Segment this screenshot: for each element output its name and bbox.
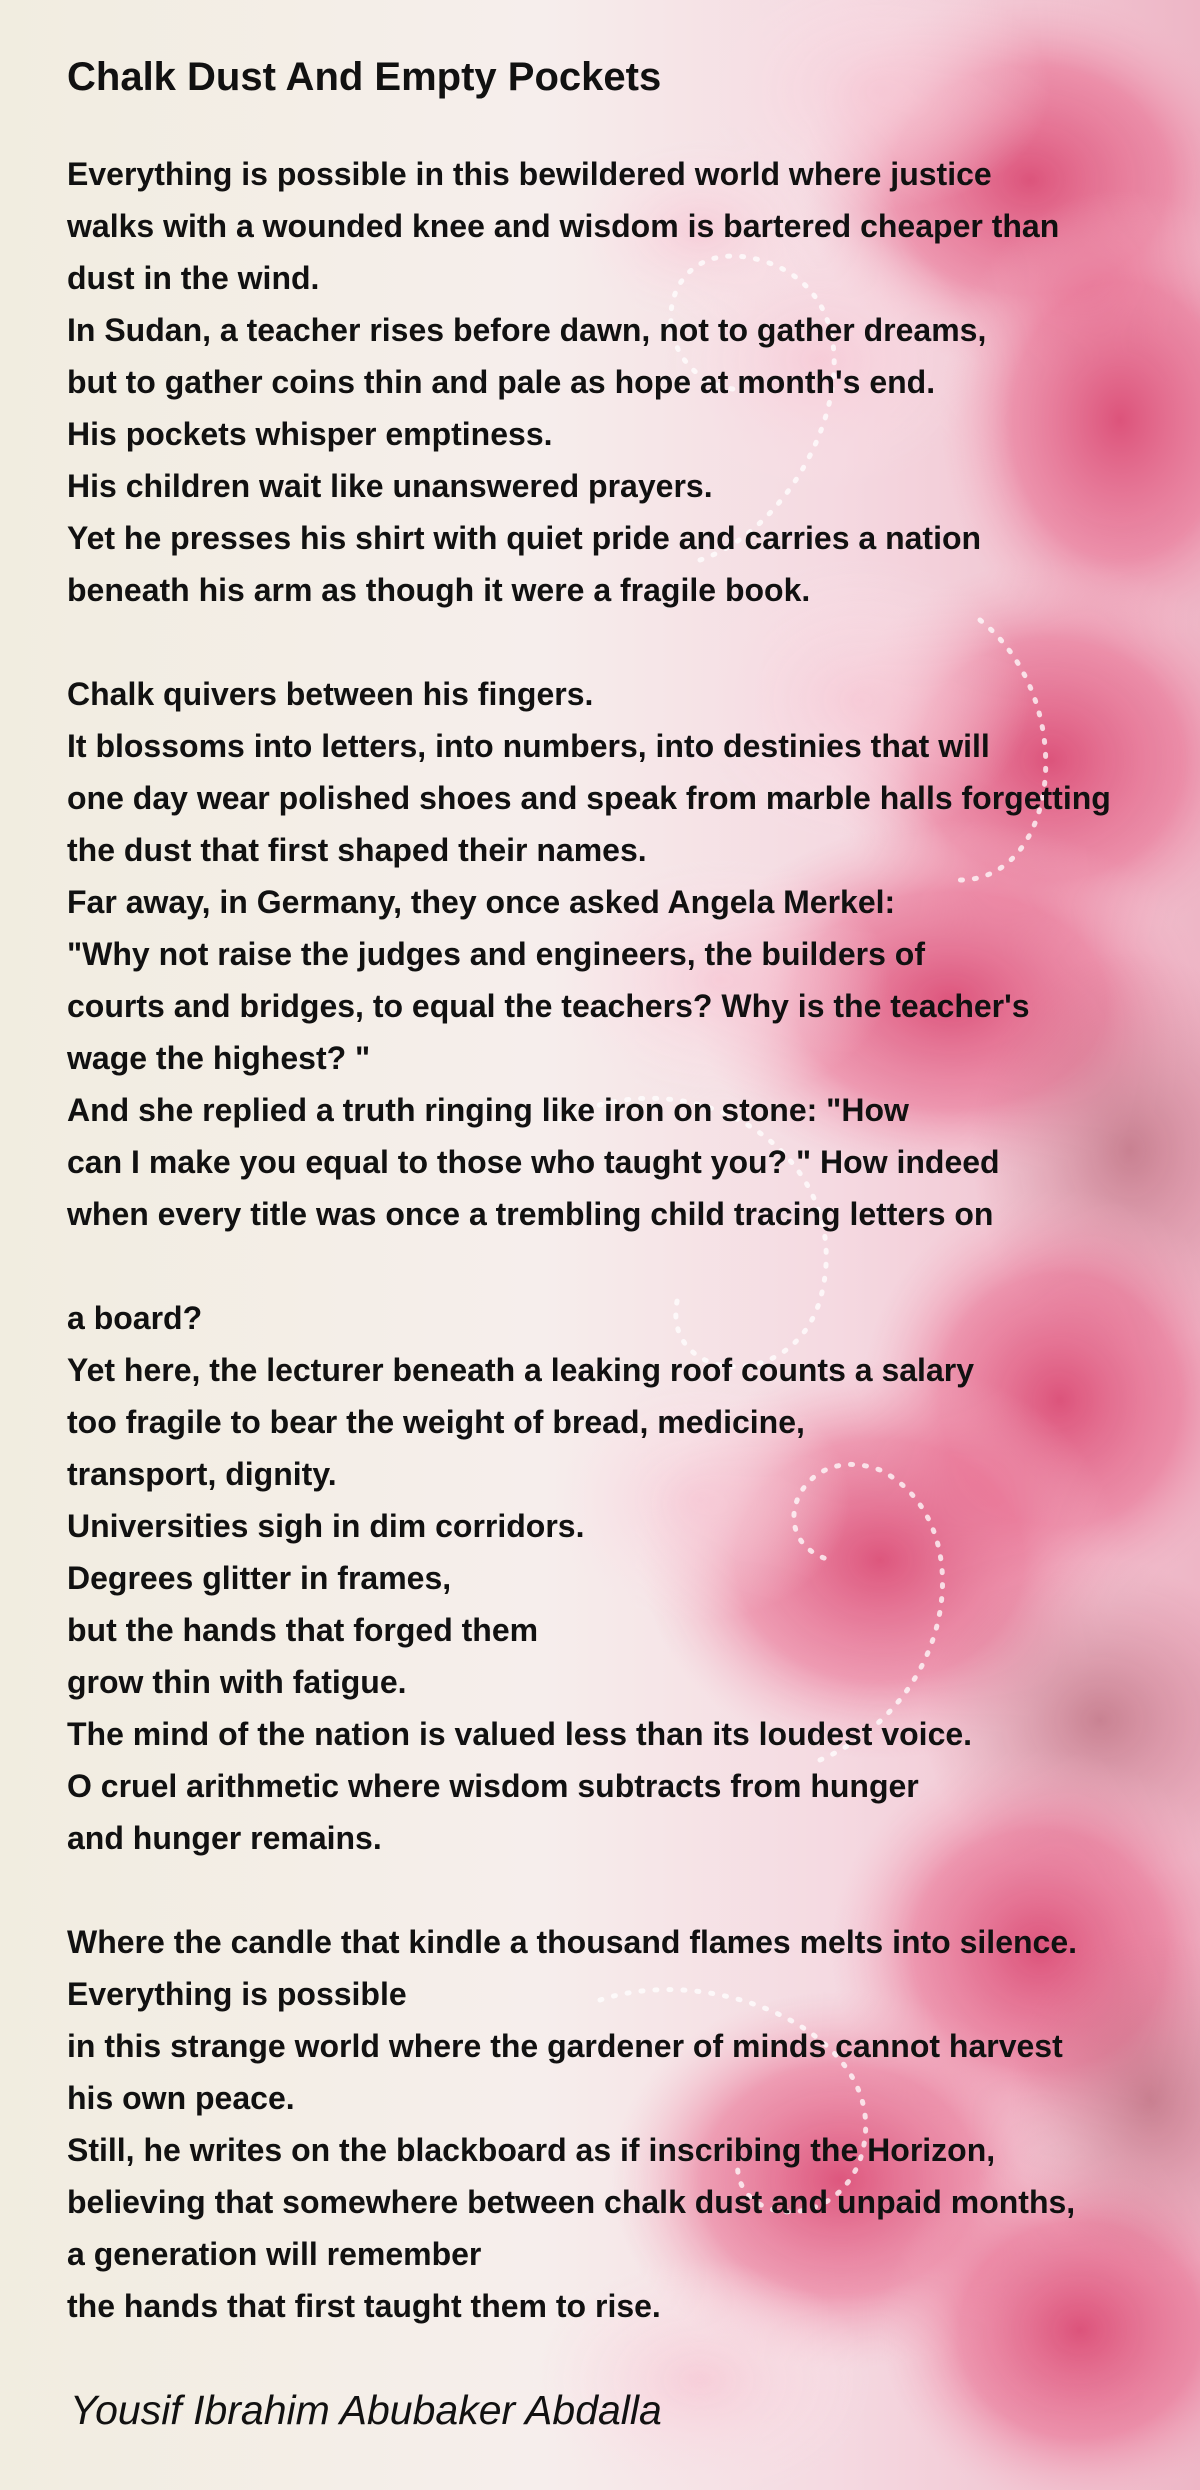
poem-line: a board? <box>67 1300 203 1336</box>
poem-author: Yousif Ibrahim Abubaker Abdalla <box>70 2387 662 2433</box>
stanza-gap <box>67 1864 1177 1916</box>
poem-line: Chalk quivers between his fingers. <box>67 676 594 712</box>
poem-line: too fragile to bear the weight of bread, medicine, <box>67 1404 805 1440</box>
poem-line: and hunger remains. <box>67 1820 382 1856</box>
poem-line: but the hands that forged them <box>67 1612 539 1648</box>
poem-line: His children wait like unanswered prayers. <box>67 468 713 504</box>
poem-line: His pockets whisper emptiness. <box>67 416 553 452</box>
poem-line: O cruel arithmetic where wisdom subtracts from hunger <box>67 1768 919 1804</box>
poem-line: but to gather coins thin and pale as hope at month's end. <box>67 364 936 400</box>
poem-line: And she replied a truth ringing like iron on stone: "How <box>67 1092 909 1128</box>
poem-line: Universities sigh in dim corridors. <box>67 1508 585 1544</box>
poem-line: the dust that first shaped their names. <box>67 832 647 868</box>
poem-line: in this strange world where the gardener of minds cannot harvest <box>67 2028 1063 2064</box>
poem-line: Yet he presses his shirt with quiet pride and carries a nation <box>67 520 982 556</box>
poem-line: In Sudan, a teacher rises before dawn, not to gather dreams, <box>67 312 987 348</box>
poem-line: the hands that first taught them to rise. <box>67 2288 661 2324</box>
poem-line: courts and bridges, to equal the teachers? Why is the teacher's <box>67 988 1030 1024</box>
poem-line: walks with a wounded knee and wisdom is bartered cheaper than <box>67 208 1060 244</box>
poem-line: Far away, in Germany, they once asked Angela Merkel: <box>67 884 896 920</box>
poem-title: Chalk Dust And Empty Pockets <box>67 55 662 99</box>
poem-line: wage the highest? " <box>67 1040 371 1076</box>
poem-body <box>67 148 1177 2332</box>
poem-line: Yet here, the lecturer beneath a leaking roof counts a salary <box>67 1352 974 1388</box>
stanza-gap <box>67 616 1177 668</box>
poem-line: The mind of the nation is valued less than its loudest voice. <box>67 1716 973 1752</box>
poem-line: his own peace. <box>67 2080 295 2116</box>
poem-line: transport, dignity. <box>67 1456 337 1492</box>
poem-line: Still, he writes on the blackboard as if inscribing the Horizon, <box>67 2132 996 2168</box>
poem-line: It blossoms into letters, into numbers, into destinies that will <box>67 728 990 764</box>
poem-line: when every title was once a trembling child tracing letters on <box>67 1196 994 1232</box>
stanza-gap <box>67 1240 1177 1292</box>
poem-line: Where the candle that kindle a thousand flames melts into silence. <box>67 1924 1078 1960</box>
poem-line: believing that somewhere between chalk dust and unpaid months, <box>67 2184 1076 2220</box>
poem-line: one day wear polished shoes and speak from marble halls forgetting <box>67 780 1111 816</box>
poem-line: "Why not raise the judges and engineers, the builders of <box>67 936 925 972</box>
poem-line: grow thin with fatigue. <box>67 1664 407 1700</box>
poem-line: dust in the wind. <box>67 260 320 296</box>
poem-line: can I make you equal to those who taught you? " How indeed <box>67 1144 1000 1180</box>
poem-line: Degrees glitter in frames, <box>67 1560 452 1596</box>
poem-line: beneath his arm as though it were a fragile book. <box>67 572 811 608</box>
poem-line: Everything is possible <box>67 1976 407 2012</box>
poem-line: Everything is possible in this bewildered world where justice <box>67 156 992 192</box>
poem-line: a generation will remember <box>67 2236 482 2272</box>
